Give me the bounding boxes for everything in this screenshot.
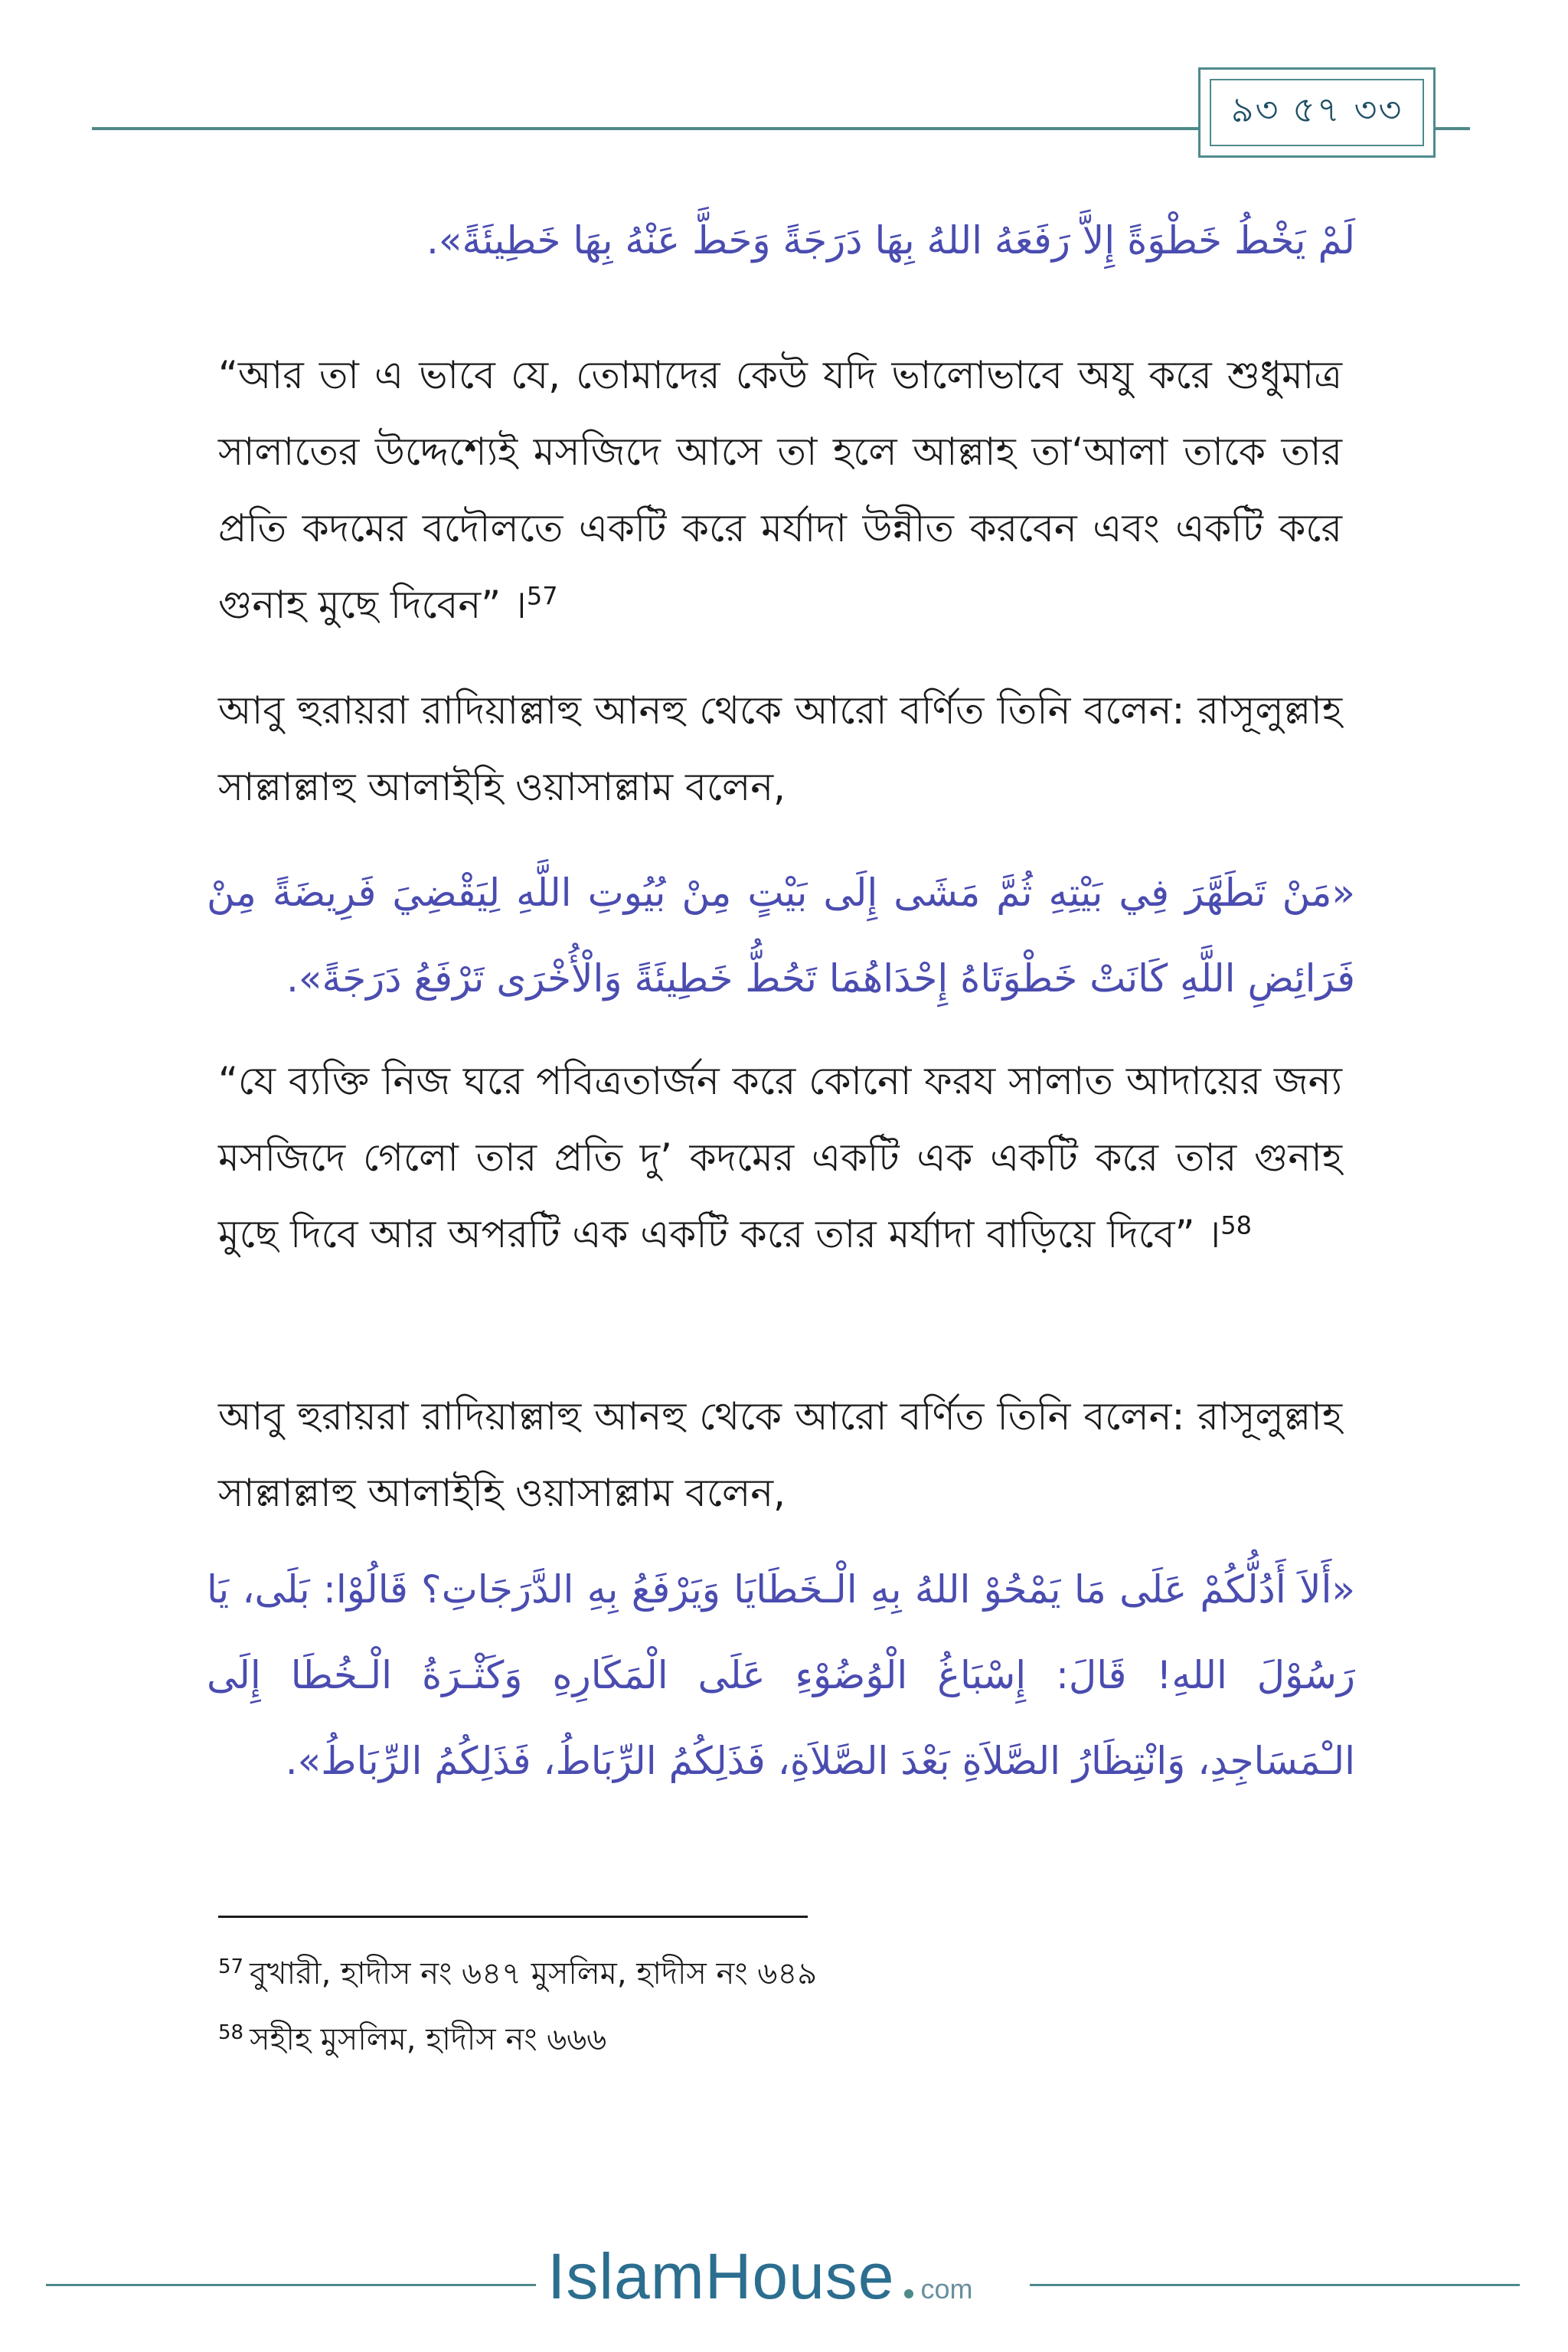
footnote-number: 57 — [218, 1955, 244, 1978]
islamhouse-logo[interactable] — [547, 2239, 1037, 2316]
footnote-ref-58[interactable]: 58 — [1220, 1210, 1252, 1240]
footnote-separator — [218, 1916, 808, 1918]
brand-tld: com — [920, 2273, 973, 2305]
paragraph-1-text: “আর তা এ ভাবে যে, তোমাদের কেউ যদি ভালোভাবে অযু করে শুধুমাত্র সালাতের উদ্দেশ্যেই মসজিদে আসে তা হলে আল্লাহ তা‘আলা তাকে তার প্রতি কদমের বদৌলতে একটি করে মর্যাদা উন্নীত করবেন এবং একটি করে গুনাহ মুছে দিবেন” । — [218, 353, 1342, 627]
footnote-57 — [218, 1951, 1290, 1997]
arabic-quote-1: لَمْ يَخْطُ خَطْوَةً إِلاَّ رَفَعَهُ اللهُ بِهَا دَرَجَةً وَحَطَّ عَنْهُ بِهَا خَطِيئَةً». — [426, 218, 1355, 263]
paragraph-2 — [218, 1043, 1342, 1272]
paragraph-2-text: “যে ব্যক্তি নিজ ঘরে পবিত্রতার্জন করে কোনো ফরয সালাত আদায়ের জন্য মসজিদে গেলো তার প্রতি দু’ কদমের একটি এক একটি করে তার গুনাহ মুছে দিবে আর অপরটি এক একটি করে তার মর্যাদা বাড়িয়ে দিবে” । — [218, 1059, 1342, 1256]
footnote-58 — [218, 2017, 1290, 2063]
narration-intro-2: আবু হুরায়রা রাদিয়াল্লাহু আনহু থেকে আরো বর্ণিত তিনি বলেন: রাসূলুল্লাহ সাল্লাল্লাহু আলাইহি ওয়াসাল্লাম বলেন, — [218, 1394, 1342, 1515]
footnote-text: সহীহ মুসলিম, হাদীস নং ৬৬৬ — [250, 2022, 607, 2057]
page-number: ৯৩ ৫৭ ৩৩ — [1210, 79, 1424, 146]
narration-intro-1: আবু হুরায়রা রাদিয়াল্লাহু আনহু থেকে আরো বর্ণিত তিনি বলেন: রাসূলুল্লাহ সাল্লাল্লাহু আলাইহি ওয়াসাল্লাম বলেন, — [218, 688, 1342, 809]
footer-rule-right — [1030, 2284, 1520, 2286]
footnote-number: 58 — [218, 2020, 244, 2044]
footnote-text: বুখারী, হাদীস নং ৬৪৭ মুসলিম, হাদীস নং ৬৪৯ — [250, 1956, 818, 1991]
footnote-ref-57[interactable]: 57 — [526, 581, 558, 611]
arabic-quote-2: «مَنْ تَطَهَّرَ فِي بَيْتِهِ ثُمَّ مَشَى إِلَى بَيْتٍ مِنْ بُيُوتِ اللَّهِ لِيَقْضِيَ فَرِيضَةً مِنْ فَرَائِضِ اللَّهِ كَانَتْ خَطْوَتَاهُ إِحْدَاهُمَا تَحُطُّ خَطِيئَةً وَالْأُخْرَى تَرْفَعُ دَرَجَةً». — [207, 871, 1355, 1001]
footer-rule-left — [46, 2284, 536, 2286]
arabic-quote-3: «أَلاَ أَدُلُّكُمْ عَلَى مَا يَمْحُوْ اللهُ بِهِ الْـخَطَايَا وَيَرْفَعُ بِهِ الدَّرَجَاتِ؟ قَالُوْا: بَلَى، يَا رَسُوْلَ اللهِ! قَالَ: إِسْبَاغُ الْوُضُوْءِ عَلَى الْمَكَارِهِ وَكَثْـرَةُ الْـخُطَا إِلَى الـْمَسَاجِدِ، وَانْتِظَارُ الصَّلاَةِ بَعْدَ الصَّلاَةِ، فَذَلِكُمُ الرِّبَاطُ، فَذَلِكُمُ الرِّبَاطُ». — [207, 1567, 1355, 1783]
brand-dot — [904, 2289, 913, 2298]
page-number-badge — [1198, 67, 1436, 158]
paragraph-1 — [218, 337, 1342, 643]
brand-name: IslamHouse — [547, 2240, 895, 2312]
